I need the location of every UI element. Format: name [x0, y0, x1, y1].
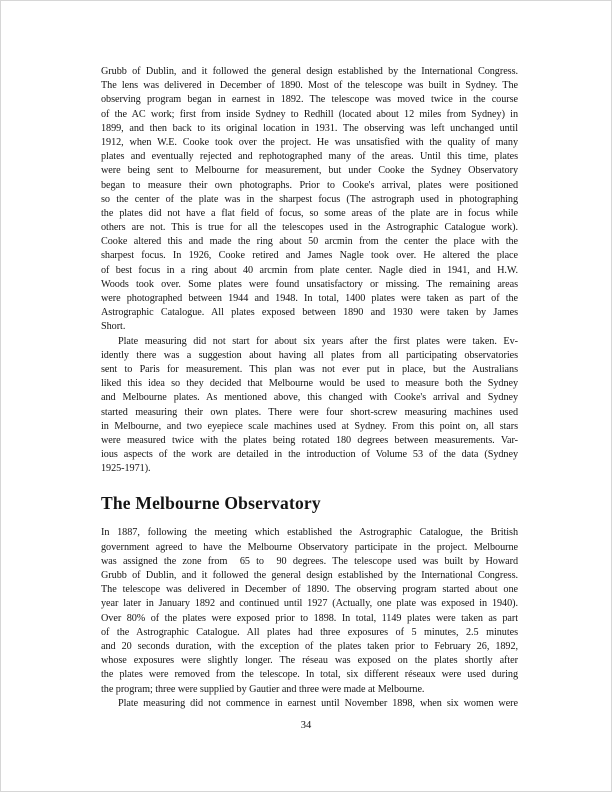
paragraph	[101, 526, 518, 696]
text-line: began to measure their own photographs. Prior to Cooke's arrival, plates were positioned	[101, 179, 518, 191]
text-line: Plate measuring did not start for about six years after the first plates were taken. Ev-	[118, 335, 518, 347]
text-line: The telescope was delivered in December of 1890. The observing program started about one	[101, 584, 518, 596]
text-line: year later in January 1892 and continued until 1927 (Actually, one plate was exposed in 1940).	[101, 598, 518, 610]
text-line: idently there was a suggestion about having all plates from all participating observatories	[101, 349, 518, 361]
text-line: so the center of the plate was in the sharpest focus (The astrograph used in photographing	[101, 193, 518, 205]
text-line: plates and eventually rejected and rephotographed many of the areas. Until this time, plates	[101, 151, 518, 163]
section-heading: The Melbourne Observatory	[101, 493, 321, 514]
text-line: Short.	[101, 321, 126, 333]
paragraph	[101, 335, 518, 477]
text-line: others are not. This is true for all the telescopes used in the Astrographic Catalogue work).	[101, 222, 518, 234]
text-line: The lens was delivered in December of 1890. Most of the telescope was built in Sydney. The	[101, 80, 518, 92]
text-line: of best focus in a ring about 40 arcmin from plate center. Nagle died in 1941, and H.W.	[101, 264, 518, 276]
text-line: started measuring their own plates. There were four short-screw measuring machines used	[101, 406, 518, 418]
text-line: of the AC work; first from inside Sydney to Redhill (located about 12 miles from Sydney) in	[101, 108, 518, 120]
text-line: were measured twice with the plates being rotated 180 degrees between measurements. Var-	[101, 434, 518, 446]
text-block	[101, 65, 518, 711]
text-line: 1912, when W.E. Cooke took over the project. He was unsatisfied with the quality of many	[101, 136, 518, 148]
text-line: of the Astrographic Catalogue. All plates had three exposures of 5 minutes, 2.5 minutes	[101, 626, 518, 638]
text-line: government agreed to have the Melbourne Observatory participate in the project. Melbourne	[101, 541, 518, 553]
text-line: Over 80% of the plates were exposed prior to 1898. In total, 1149 plates were taken as part	[101, 612, 518, 624]
text-line: liked this idea so they decided that Melbourne would be used to measure both the Sydney	[101, 378, 518, 390]
text-line: observing program began in earnest in 1892. The telescope was moved twice in the course	[101, 94, 518, 106]
text-line: Cooke altered this and made the ring about 50 arcmin from the center the place with the	[101, 236, 518, 248]
paragraph	[101, 65, 518, 335]
text-line: Grubb of Dublin, and it followed the general design established by the International Congress.	[101, 66, 518, 77]
text-line: whose exposures were slightly longer. The réseau was exposed on the plates shortly after	[101, 655, 518, 667]
text-line: the program; three were supplied by Gautier and three were made at Melbourne.	[101, 683, 425, 695]
text-line: the plates did not have a flat field of focus, so some areas of the plate are in focus while	[101, 207, 518, 219]
text-line: In 1887, following the meeting which established the Astrographic Catalogue, the British	[101, 527, 518, 539]
text-line: were photographed between 1944 and 1948. In total, 1400 plates were taken as part of the	[101, 293, 518, 304]
text-line: 1925-1971).	[101, 463, 151, 475]
text-line: sent to Paris for measurement. This plan was not ever put in place, but the Australians	[101, 363, 518, 375]
text-line: and Melbourne plates. As mentioned above, this changed with Cooke's arrival and Sydney	[101, 392, 518, 404]
text-line: sharpest focus. In 1926, Cooke retired and James Nagle took over. He altered the place	[101, 250, 518, 262]
text-line: 1899, and then back to its original location in 1931. The observing was left unchanged until	[101, 122, 518, 134]
text-line: was assigned the zone from 65 to 90 degrees. The telescope used was built by Howard	[101, 555, 518, 567]
text-line: ious aspects of the work are detailed in the introduction of Volume 53 of the data (Sydney	[101, 449, 518, 461]
text-line: Woods took over. Some plates were found unsatisfactory or missing. The remaining areas	[101, 278, 518, 290]
text-line: Plate measuring did not commence in earnest until November 1898, when six women were	[118, 697, 518, 709]
text-line: Astrographic Catalogue. All plates exposed between 1890 and 1930 were taken by James	[101, 307, 518, 319]
paragraph	[101, 697, 518, 711]
text-line: Grubb of Dublin, and it followed the general design established by the International Congress.	[101, 570, 518, 581]
text-line: in Melbourne, and two eyepiece scale machines used at Sydney. From this point on, all stars	[101, 420, 518, 432]
text-line: the plates were removed from the telescope. In total, six different réseaux were used during	[101, 669, 518, 681]
text-line: were being sent to Melbourne for measurement, but under Cooke the Sydney Observatory	[101, 165, 518, 177]
page-number: 34	[300, 720, 312, 731]
text-line: and 20 seconds duration, with the exception of the plates taken prior to February 26, 1892,	[101, 640, 518, 652]
